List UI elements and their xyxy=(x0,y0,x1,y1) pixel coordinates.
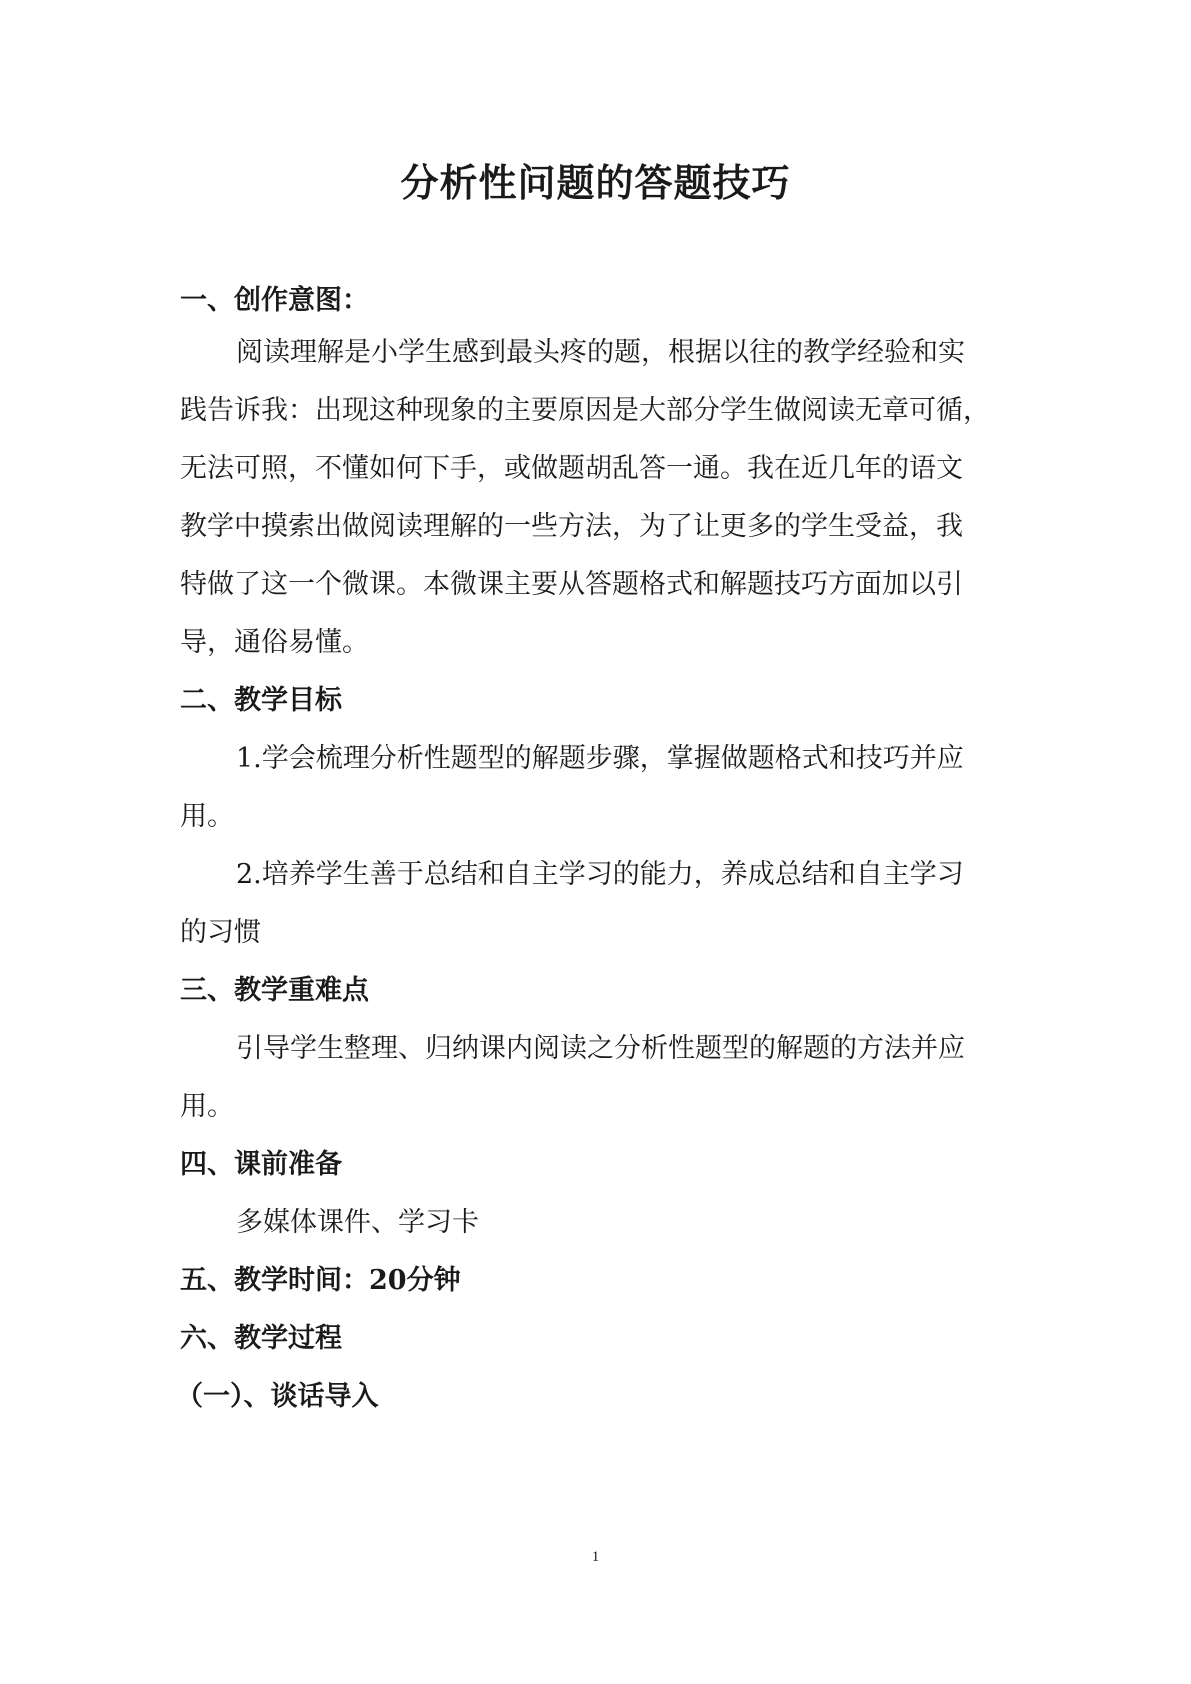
section-heading-objectives: 二、教学目标 xyxy=(180,685,342,716)
paragraph-line: 导，通俗易懂。 xyxy=(180,627,369,658)
paragraph-line: 教学中摸索出做阅读理解的一些方法，为了让更多的学生受益，我 xyxy=(180,511,963,542)
section-heading-key-points: 三、教学重难点 xyxy=(180,975,369,1006)
paragraph-line: 无法可照，不懂如何下手，或做题胡乱答一通。我在近几年的语文 xyxy=(180,453,963,484)
section-heading-process: 六、教学过程 xyxy=(180,1323,342,1354)
paragraph-line: 用。 xyxy=(180,801,234,832)
paragraph-line: 特做了这一个微课。本微课主要从答题格式和解题技巧方面加以引 xyxy=(180,569,963,600)
paragraph-line: 1.学会梳理分析性题型的解题步骤，掌握做题格式和技巧并应 xyxy=(236,743,964,774)
section-heading-preparation: 四、课前准备 xyxy=(180,1149,342,1180)
paragraph-line: 用。 xyxy=(180,1091,234,1122)
section-heading-intent: 一、创作意图： xyxy=(180,285,369,316)
document-title: 分析性问题的答题技巧 xyxy=(400,160,791,205)
paragraph-line: 2.培养学生善于总结和自主学习的能力，养成总结和自主学习 xyxy=(236,859,964,890)
section-heading-time: 五、教学时间：20分钟 xyxy=(180,1265,461,1296)
subsection-heading-intro: （一）、谈话导入 xyxy=(176,1381,379,1412)
paragraph-line: 引导学生整理、归纳课内阅读之分析性题型的解题的方法并应 xyxy=(236,1033,965,1064)
paragraph-line: 阅读理解是小学生感到最头疼的题，根据以往的教学经验和实 xyxy=(236,337,965,368)
page-number: 1 xyxy=(591,1549,600,1565)
paragraph-line: 践告诉我：出现这种现象的主要原因是大部分学生做阅读无章可循， xyxy=(180,395,990,426)
paragraph-line: 多媒体课件、学习卡 xyxy=(236,1207,479,1238)
paragraph-line: 的习惯 xyxy=(180,917,261,948)
